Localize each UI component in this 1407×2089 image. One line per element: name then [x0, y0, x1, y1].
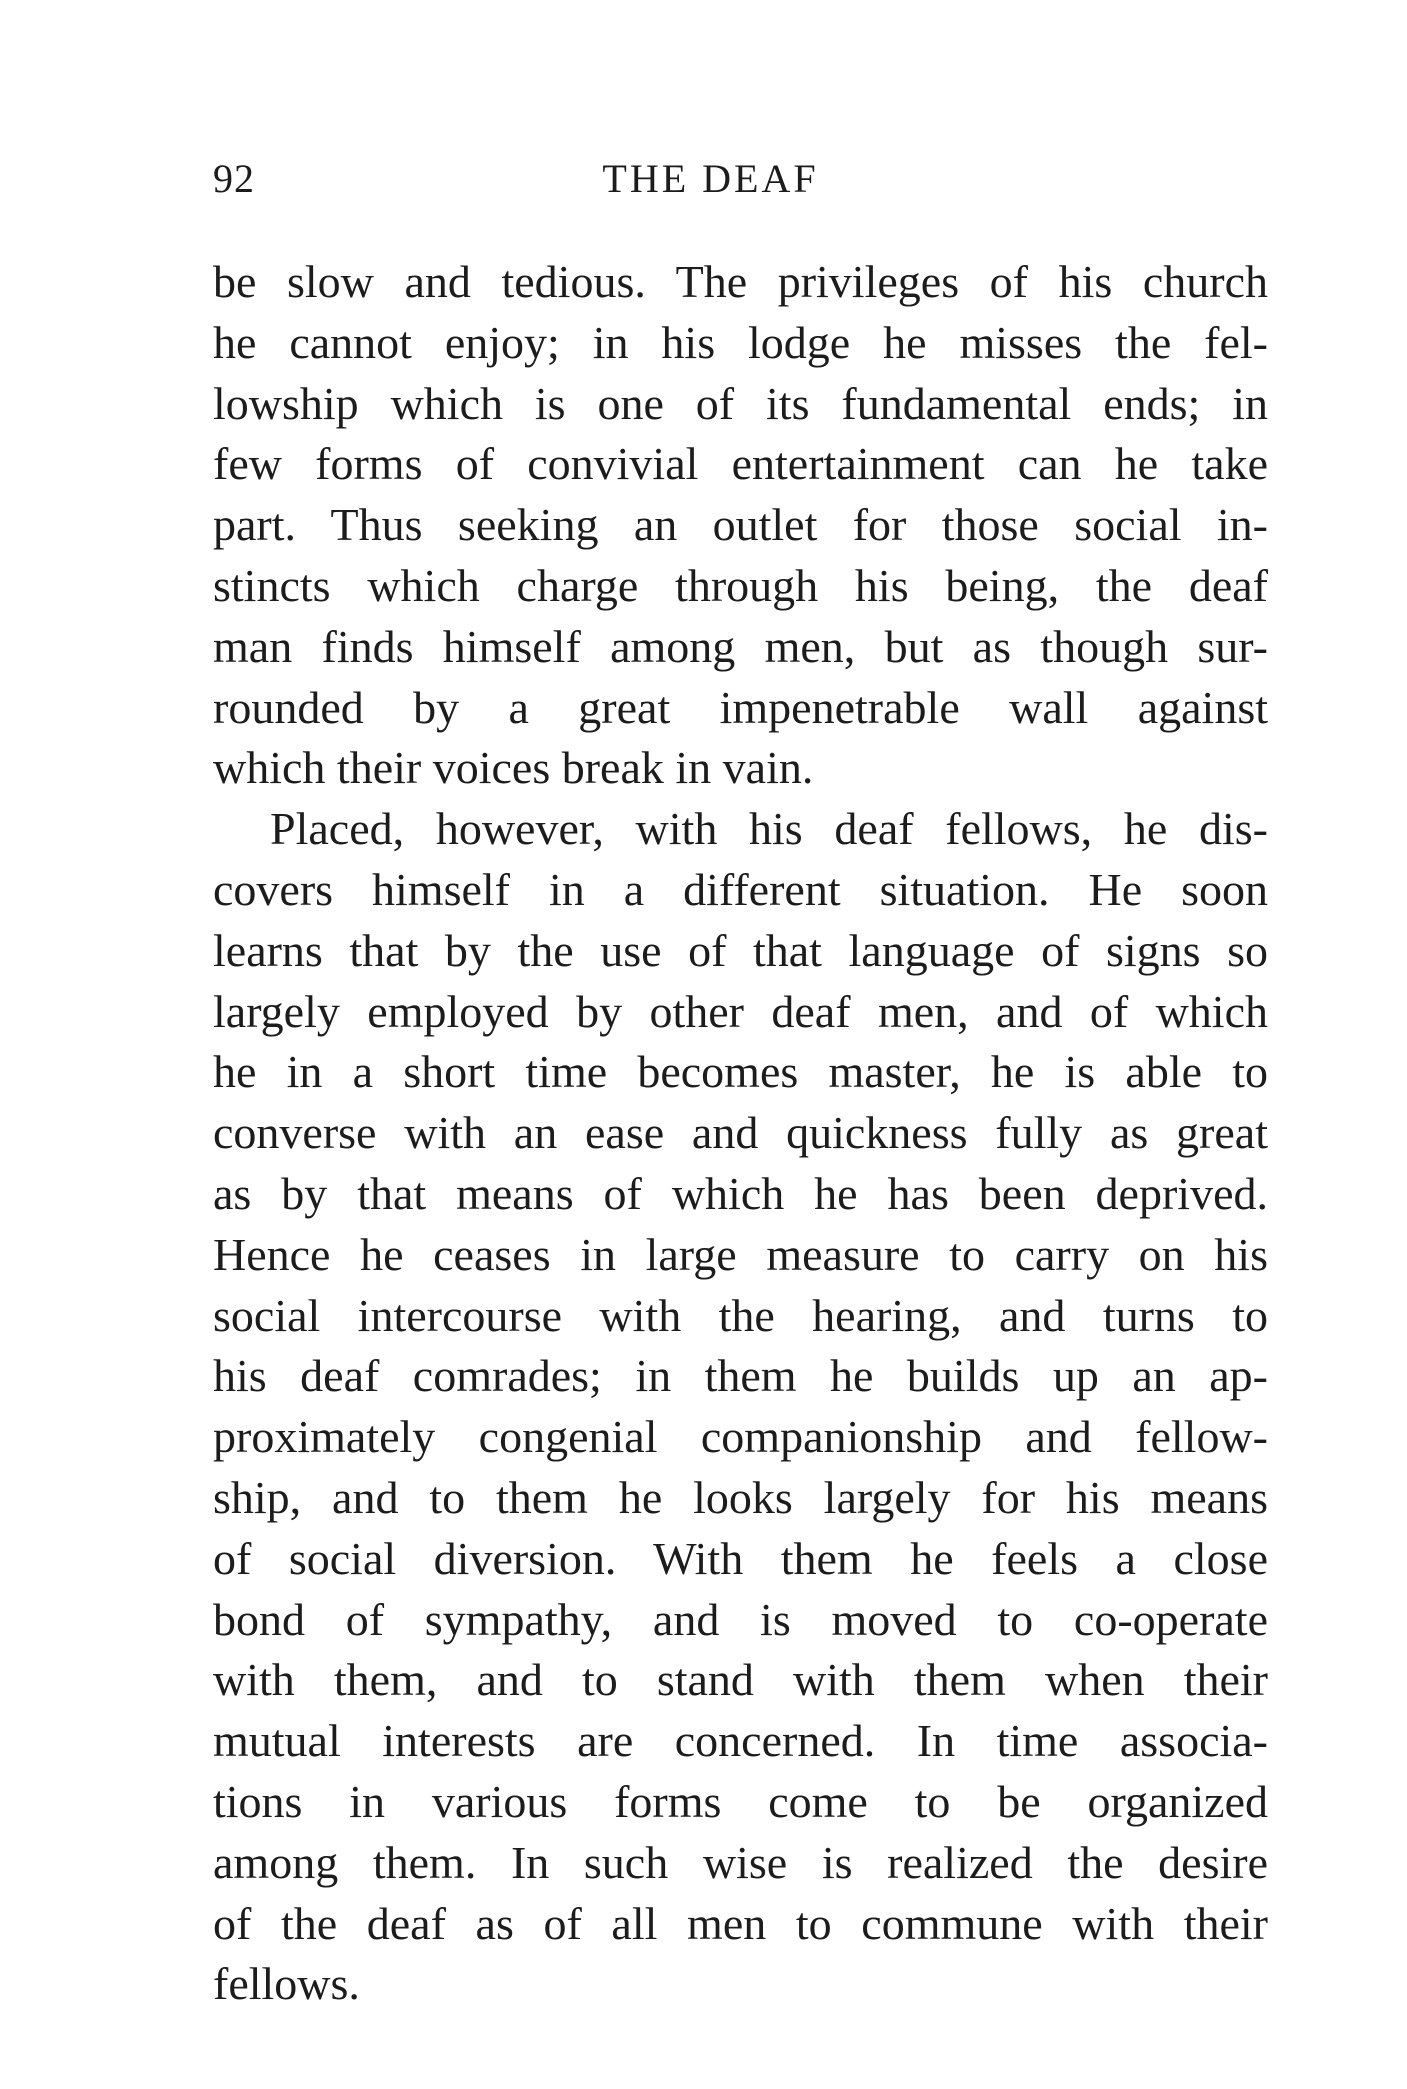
body-text: [213, 252, 1268, 2015]
text-line: of social diversion. With them he feels a close: [213, 1532, 1268, 1584]
text-line: stincts which charge through his being, the deaf: [213, 559, 1268, 611]
text-line: fellows.: [213, 1958, 360, 2010]
text-line: social intercourse with the hearing, and turns to: [213, 1289, 1268, 1341]
text-line: few forms of convivial entertainment can he take: [213, 438, 1268, 490]
text-line: he cannot enjoy; in his lodge he misses the fel-: [213, 316, 1268, 368]
text-line: rounded by a great impenetrable wall against: [213, 681, 1268, 733]
text-line: converse with an ease and quickness fully as great: [213, 1107, 1268, 1159]
text-line: with them, and to stand with them when their: [213, 1654, 1268, 1706]
text-line: Placed, however, with his deaf fellows, he dis-: [270, 803, 1268, 855]
text-line: among them. In such wise is realized the desire: [213, 1836, 1268, 1888]
text-line: which their voices break in vain.: [213, 742, 814, 794]
text-line: mutual interests are concerned. In time associa-: [213, 1715, 1268, 1767]
text-line: part. Thus seeking an outlet for those social in-: [213, 499, 1268, 551]
text-line: be slow and tedious. The privileges of his church: [213, 256, 1268, 307]
text-line: proximately congenial companionship and fellow-: [213, 1411, 1268, 1463]
running-title: THE DEAF: [602, 156, 819, 201]
running-head: [213, 155, 1268, 205]
text-line: he in a short time becomes master, he is able to: [213, 1046, 1268, 1098]
text-line: man finds himself among men, but as though sur-: [213, 620, 1268, 672]
text-line: his deaf comrades; in them he builds up an ap-: [213, 1350, 1268, 1402]
text-line: ship, and to them he looks largely for his means: [213, 1471, 1268, 1523]
text-line: Hence he ceases in large measure to carry on his: [213, 1228, 1268, 1280]
text-line: of the deaf as of all men to commune with their: [213, 1897, 1268, 1949]
page-number: 92: [213, 156, 255, 201]
text-line: largely employed by other deaf men, and of which: [213, 985, 1268, 1037]
text-line: bond of sympathy, and is moved to co-operate: [213, 1593, 1268, 1645]
text-line: covers himself in a different situation. He soon: [213, 863, 1268, 915]
text-line: lowship which is one of its fundamental ends; in: [213, 377, 1268, 429]
text-line: as by that means of which he has been deprived.: [213, 1167, 1268, 1219]
text-line: learns that by the use of that language of signs so: [213, 924, 1268, 976]
text-line: tions in various forms come to be organized: [213, 1775, 1268, 1827]
